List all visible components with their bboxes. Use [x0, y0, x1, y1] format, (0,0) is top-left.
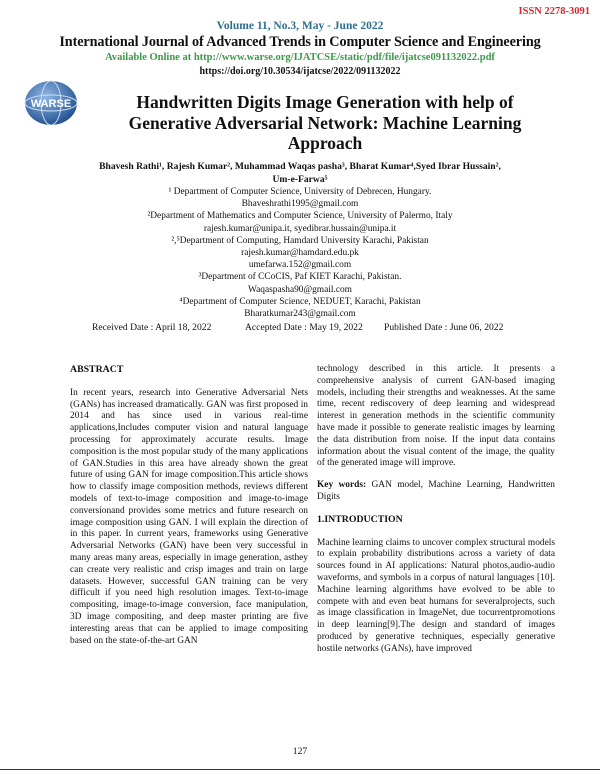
author-list [40, 160, 560, 186]
affiliations [60, 186, 540, 320]
volume-info: Volume 11, No.3, May - June 2022 [216, 20, 384, 32]
title-line-2: Generative Adversarial Network: Machine Learning [128, 112, 522, 133]
doi-link[interactable]: https://doi.org/10.30534/ijatcse/2022/091132022 [199, 66, 401, 77]
paper-title [90, 92, 560, 154]
right-column [317, 364, 555, 656]
available-online-link[interactable]: Available Online at http://www.warse.org/IJATCSE/static/pdf/file/ijatcse091132022.pdf [105, 52, 495, 63]
abstract-continued: technology described in this article. It presents a comprehensive analysis of current GAN-based imaging models, including their strengths and weaknesses. At the same time, recent rediscovery of deep learning and widespread interest in generation methods in the scientific community have made it possible to generate realistic images by learning the data distribution from noise. If the input data contains information about the visual content of the image, the quality of the generated image will improve. [317, 364, 555, 469]
email-line: rajesh.kumar@hamdard.edu.pk [241, 248, 359, 259]
warse-logo [22, 78, 80, 128]
accepted-date: Accepted Date : May 19, 2022 [245, 322, 363, 333]
email-line: Waqaspasha90@gmail.com [248, 284, 352, 295]
abstract-body: In recent years, research into Generative Adversarial Nets (GANs) has increased dramatically. GAN was first proposed in 2014 and has since used in various real-time applications,Includes computer vision and natural language processing for approximately accurate results. Image composition is the most popular study of the many applications of GAN.Studies in this area have already shown the great future of using GAN for image composition.This article shows how to classify image composition methods, reviews different models of text-to-image composition and image-to-image conversionand provides some metrics and future research on image composition using GAN. I will explain the direction of in this paper. In current years, frameworks using Generative Adversarial Networks (GAN) have been very successful in many areas many areas, especially in image generation, asthey can create very realistic and crisp images and train on large datasets. However, successful GAN training can be very difficult if you need high resolution images. Text-to-image compositing, image-to-image conversion, face manipulation, 3D image compositing, and deep master printing are five interesting areas that can be applied to image compositing based on the state-of-the-art GAN [70, 387, 308, 646]
affiliation-line: ¹ Department of Computer Science, University of Debrecen, Hungary. [168, 187, 432, 197]
affiliation-line: ²Department of Mathematics and Computer Science, University of Palermo, Italy [147, 211, 453, 222]
title-line-3: Approach [287, 133, 363, 153]
introduction-heading: 1.INTRODUCTION [317, 513, 403, 525]
email-line: Bharatkumar243@gmail.com [244, 309, 356, 320]
introduction-body: Machine learning claims to uncover complex structural models to explain probability distributions across a variety of data sources found in AI applications: Natural photos,audio-audio waveforms, and symbols in a corpus of natural languages [10]. Machine learning algorithms have evolved to be able to compete with and even beat humans for severalprojects, such as image classification in ImageNet, due tocurrentpromotions in deep learning[9].The design and standard of images produced by generative techniques, especially generative hostile networks (GANs), have improved [317, 537, 555, 654]
affiliation-line: ⁴Department of Computer Science, NEDUET, Karachi, Pakistan [179, 296, 421, 307]
keywords-text: GAN model, Machine Learning, Handwritten Digits [317, 480, 555, 502]
author-line-2: Um-e-Farwa⁵ [272, 174, 328, 185]
journal-title: International Journal of Advanced Trends in Computer Science and Engineering [59, 34, 541, 50]
keywords [317, 480, 555, 504]
logo-text: WARSE [30, 98, 72, 110]
email-line: umefarwa.152@gmail.com [248, 260, 352, 271]
issn-label: ISSN 2278-3091 [518, 6, 590, 17]
email-line: Bhaveshrathi1995@gmail.com [241, 199, 359, 210]
keywords-label: Key words: [317, 480, 367, 491]
abstract-heading: ABSTRACT [70, 364, 124, 375]
affiliation-line: ²,⁵Department of Computing, Hamdard University Karachi, Pakistan [171, 235, 429, 246]
received-date: Received Date : April 18, 2022 [92, 322, 212, 333]
published-date: Published Date : June 06, 2022 [384, 322, 504, 333]
page-number: 127 [292, 746, 308, 757]
title-line-1: Handwritten Digits Image Generation with help of [136, 92, 514, 112]
left-column [70, 364, 308, 647]
affiliation-line: ³Department of CCoCIS, Paf KIET Karachi, Pakistan. [198, 272, 402, 283]
author-line-1: Bhavesh Rathi¹, Rajesh Kumar², Muhammad Waqas pasha³, Bharat Kumar⁴,Syed Ibrar Hussain², [99, 161, 501, 172]
email-line: rajesh.kumar@unipa.it, syedibrar.hussain@unipa.it [203, 223, 397, 234]
footer-rule [0, 769, 600, 770]
